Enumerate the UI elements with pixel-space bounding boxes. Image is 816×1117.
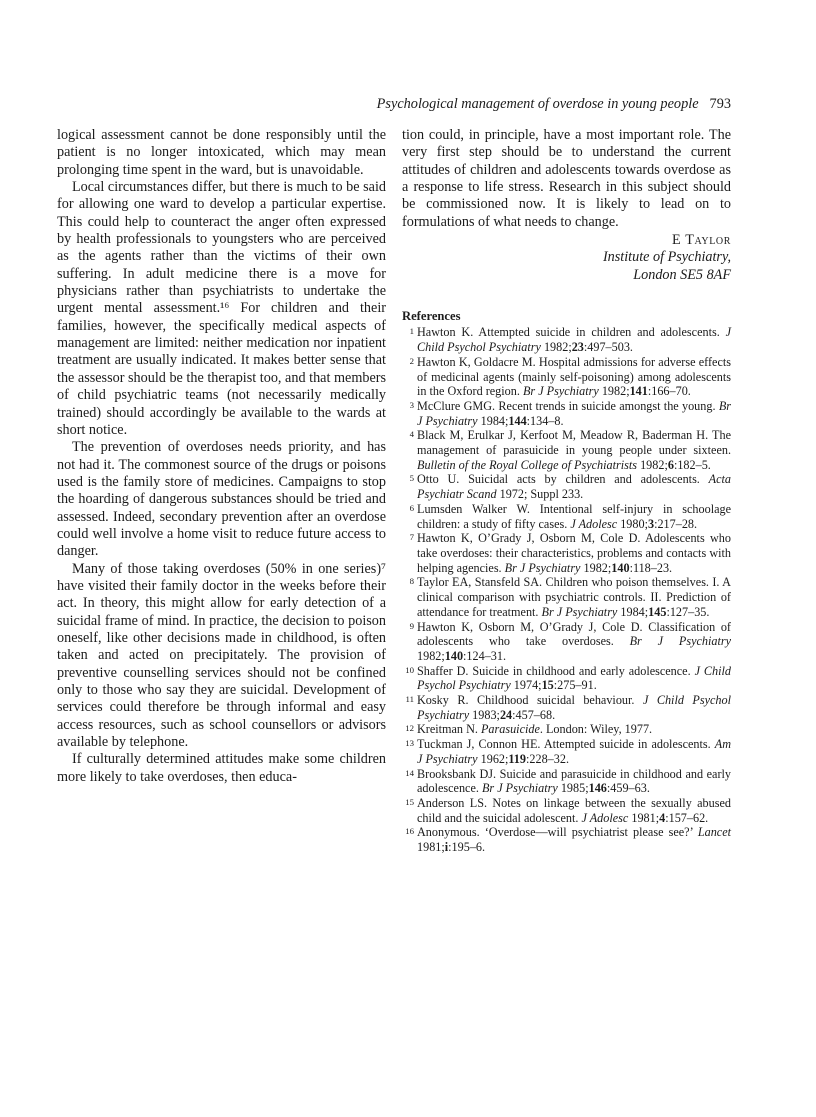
reference-text-segment: J Child Psychol Psychiatry — [417, 663, 731, 693]
reference-text-segment: Taylor EA, Stansfeld SA. Children who poison themselves. I. A clinical comparison with psychiatric controls. II. Prediction of attendance for treatment. — [417, 575, 731, 619]
reference-text-segment: :124–31. — [463, 648, 507, 663]
reference-text-segment: :127–35. — [666, 604, 710, 619]
reference-item — [402, 531, 731, 575]
reference-number: 2 — [409, 355, 414, 366]
reference-text-segment: 140 — [444, 648, 464, 663]
reference-text-segment: 1982; — [637, 457, 668, 472]
reference-text-segment: 146 — [588, 781, 607, 796]
reference-text-segment: Kreitman N. — [417, 722, 481, 737]
reference-number: 6 — [409, 502, 414, 513]
reference-text-segment: 1983; — [469, 707, 500, 722]
reference-text-segment: 144 — [508, 413, 527, 428]
reference-text-segment: 119 — [508, 751, 526, 766]
reference-text-segment: Acta Psychiatr Scand — [417, 472, 731, 502]
author-affiliation: Institute of Psychiatry, — [602, 249, 731, 266]
reference-text-segment: 1984; — [617, 604, 649, 619]
reference-text-segment: 6 — [667, 457, 674, 472]
reference-text-segment: 3 — [647, 516, 655, 531]
reference-text-segment: McClure GMG. Recent trends in suicide amongst the young. — [417, 398, 719, 413]
body-paragraph: tion could, in principle, have a most important role. The very first step should be to understand the current attitudes of children and adolescents towards overdose as a response to life stress. Research in this subject should be commissioned now. It is likely to lead on to formulations of what needs to change. — [402, 127, 731, 230]
reference-text-segment: 141 — [629, 384, 648, 399]
article-right-column — [402, 127, 731, 855]
reference-text-segment: Lancet — [697, 825, 731, 840]
reference-text-segment: 15 — [541, 678, 554, 693]
reference-text-segment: :217–28. — [654, 516, 698, 531]
reference-text-segment: :457–68. — [512, 707, 556, 722]
reference-text-segment: Anonymous. ‘Overdose—will psychiatrist please see?’ — [417, 825, 698, 840]
reference-text-segment: :497–503. — [583, 340, 633, 355]
reference-text-segment: 140 — [611, 560, 630, 575]
reference-item — [402, 737, 731, 766]
reference-text-segment: J Child Psychol Psychiatry — [417, 693, 731, 722]
reference-text-segment: :275–91. — [553, 678, 597, 693]
reference-number: 15 — [405, 796, 414, 807]
reference-text-segment: :157–62. — [665, 810, 709, 825]
reference-number: 11 — [405, 694, 414, 705]
reference-number: 13 — [405, 738, 414, 749]
reference-text-segment: Shaffer D. Suicide in childhood and early adolescence. — [417, 663, 695, 678]
body-paragraph: Many of those taking overdoses (50% in one series)⁷ have visited their family doctor in the weeks before their act. In theory, this might allow for early detection of a suicidal frame of mind. In practice, the decision to poison oneself, like other decisions made in childhood, is often taken and acted on precipitately. The provision of preventive counselling services should not be confined only to those who say they are suicidal. Development of services could therefore be through informal and easy access resources, such as school counsellors or advisors available by telephone. — [57, 560, 386, 751]
reference-text-segment: 1982; — [598, 384, 630, 399]
reference-number: 10 — [405, 664, 414, 675]
reference-item — [402, 620, 731, 664]
reference-text-segment: Br J Psychiatry — [522, 384, 599, 399]
body-paragraph: If culturally determined attitudes make some children more likely to take overdoses, then educa- — [57, 751, 386, 785]
references-list — [402, 325, 731, 854]
reference-text-segment: 1981; — [417, 840, 445, 855]
reference-text-segment: Otto U. Suicidal acts by children and adolescents. — [417, 472, 709, 487]
reference-text-segment: i — [444, 840, 449, 855]
reference-text-segment: Lumsden Walker W. Intentional self-injury in schoolage children: a study of fifty cases. — [417, 501, 731, 531]
references-heading: References — [402, 309, 461, 324]
reference-text-segment: Br J Psychiatry — [417, 398, 731, 428]
reference-text-segment: Hawton K. Attempted suicide in children and adolescents. — [417, 325, 726, 340]
reference-text-segment: Br J Psychiatry — [541, 604, 618, 619]
reference-item — [402, 825, 731, 854]
author-name: E Taylor — [672, 232, 731, 249]
reference-text-segment: :166–70. — [647, 384, 691, 399]
signature-block — [402, 232, 731, 284]
author-location: London SE5 8AF — [633, 266, 731, 283]
reference-text-segment: 145 — [648, 604, 667, 619]
reference-item — [402, 664, 731, 693]
reference-text-segment: Brooksbank DJ. Suicide and parasuicide in childhood and early adolescence. — [417, 766, 731, 796]
running-title: Psychological management of overdose in young people — [376, 96, 699, 112]
reference-number: 3 — [409, 399, 414, 410]
reference-number: 7 — [409, 532, 414, 543]
reference-text-segment: 1981; — [628, 810, 660, 825]
reference-number: 16 — [405, 826, 414, 837]
reference-text-segment: Hawton K, Goldacre M. Hospital admissions for adverse effects of medicinal agents (mainly self-poisoning) among adolescents in the Oxford region. — [417, 354, 731, 399]
reference-text-segment: . London: Wiley, 1977. — [539, 722, 653, 737]
reference-number: 5 — [409, 473, 414, 484]
article-left-column — [57, 127, 386, 855]
reference-number: 9 — [409, 620, 414, 631]
reference-text-segment: :118–23. — [629, 560, 673, 575]
page-number: 793 — [709, 96, 731, 112]
reference-item — [402, 355, 731, 399]
reference-text-segment: :228–32. — [526, 751, 569, 766]
reference-item — [402, 693, 731, 722]
reference-text-segment: Hawton K, Osborn M, O’Grady J, Cole D. Classification of adolescents who take overdoses. — [417, 619, 731, 649]
reference-text-segment: J Adolesc — [570, 516, 618, 531]
reference-text-segment: :195–6. — [448, 840, 486, 855]
reference-text-segment: Anderson LS. Notes on linkage between the sexually abused child and the suicidal adolescent. — [417, 795, 731, 825]
reference-number: 4 — [409, 429, 414, 440]
reference-text-segment: Bulletin of the Royal College of Psychiatrists — [417, 457, 638, 472]
reference-text-segment: 1972; Suppl 233. — [496, 487, 584, 502]
reference-text-segment: 23 — [571, 340, 584, 355]
reference-text-segment: 1982; — [540, 340, 572, 355]
reference-text-segment: J Adolesc — [581, 810, 629, 825]
reference-text-segment: Black M, Erulkar J, Kerfoot M, Meadow R, Baderman H. The management of parasuicide in young people under sixteen. — [417, 428, 731, 458]
reference-text-segment: Tuckman J, Connon HE. Attempted suicide in adolescents. — [417, 737, 715, 752]
reference-item — [402, 796, 731, 825]
reference-text-segment: 1962; — [477, 751, 509, 766]
reference-text-segment: :134–8. — [526, 413, 564, 428]
running-head — [57, 96, 731, 112]
reference-item — [402, 325, 731, 354]
reference-text-segment: J Child Psychol Psychiatry — [417, 325, 731, 355]
article-body — [57, 127, 731, 855]
reference-item — [402, 722, 731, 737]
body-paragraph: logical assessment cannot be done responsibly until the patient is no longer intoxicated, which may mean prolonging time spent in the ward, but is unavoidable. — [57, 127, 386, 178]
reference-number: 8 — [409, 576, 414, 587]
body-paragraph: Local circumstances differ, but there is much to be said for allowing one ward to develop a particular expertise. This could help to counteract the anger often expressed by health professionals to youngsters who are perceived as the agents rather than the victims of their own suffering. In adult medicine there is a move for physicians rather than psychiatrists to undertake the urgent mental assessment.¹⁶ For children and their families, however, the specifically medical aspects of management are limited: neither medication nor inpatient treatment are usually indicated. It makes better sense that the assessor should be the therapist too, and that members of child psychiatric teams (not necessarily medically trained) should accordingly be available to the wards at short notice. — [57, 179, 386, 438]
reference-item — [402, 502, 731, 531]
reference-text-segment: 1982; — [417, 648, 445, 663]
reference-text-segment: Br J Psychiatry — [629, 634, 732, 649]
reference-item — [402, 428, 731, 472]
reference-text-segment: Am J Psychiatry — [417, 737, 731, 766]
reference-text-segment: Br J Psychiatry — [481, 781, 558, 796]
reference-number: 1 — [409, 326, 414, 337]
reference-item — [402, 767, 731, 796]
reference-text-segment: :182–5. — [673, 457, 711, 472]
reference-text-segment: Br J Psychiatry — [504, 560, 581, 575]
references-section — [402, 308, 731, 855]
reference-text-segment: 1985; — [557, 781, 589, 796]
reference-text-segment: 4 — [659, 810, 666, 825]
reference-item — [402, 399, 731, 428]
reference-text-segment: 1980; — [617, 516, 648, 531]
reference-text-segment: Hawton K, O’Grady J, Osborn M, Cole D. Adolescents who take overdoses: their characteristics, problems and contacts with helping agencies. — [417, 531, 731, 575]
reference-number: 14 — [405, 767, 414, 778]
reference-text-segment: :459–63. — [606, 781, 650, 796]
reference-text-segment: 1982; — [580, 560, 612, 575]
reference-text-segment: Parasuicide — [480, 722, 540, 737]
body-paragraph: The prevention of overdoses needs priority, and has not had it. The commonest source of the drugs or poisons used is the family store of medicines. Campaigns to stop the hoarding of dangerous substances should be tried and assessed. Indeed, secondary prevention after an overdose could well involve a home visit to reduce future access to danger. — [57, 439, 386, 560]
reference-item — [402, 472, 731, 501]
reference-text-segment: 24 — [499, 707, 513, 722]
reference-text-segment: Kosky R. Childhood suicidal behaviour. — [417, 693, 643, 708]
reference-text-segment: 1974; — [510, 678, 542, 693]
reference-item — [402, 575, 731, 619]
reference-text-segment: 1984; — [477, 413, 509, 428]
reference-number: 12 — [405, 723, 414, 734]
